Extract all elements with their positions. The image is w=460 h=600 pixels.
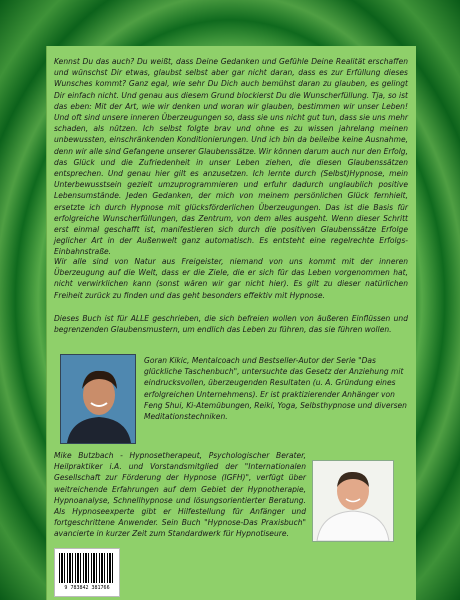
barcode-bars (59, 553, 115, 583)
freedom-paragraph: Wir alle sind von Natur aus Freigeister, niemand von uns kommt mit der inneren Überzeugung auf die Welt, dass er die Ziele, die er sich für das Leben vorgenommen hat, nicht verwirklichen kann (sonst wären wir gar nicht hier). Es gilt zu dieser natürlichen Freiheit zurück zu finden und das geht besonders effektiv mit Hypnose. (54, 257, 408, 300)
goran-kikic-bio: Goran Kikic, Mentalcoach und Bestseller-Autor der Serie "Das glückliche Taschenbuch", untersuchte das Gesetz der Anziehung mit eindrucksvollen, überzeugenden Resultaten (u. A. Gründung eines erfolgreichen Unternehmens). Er ist praktizierender Anhänger von Feng Shui, Ki-Atemübungen, Reiki, Yoga, Selbsthypnose und diversen Meditationstechniken. (144, 356, 407, 422)
goran-kikic-photo (60, 354, 136, 444)
intro-paragraph: Kennst Du das auch? Du weißt, dass Deine Gedanken und Gefühle Deine Realität erschaffen und wünschst Dir etwas, glaubst selbst aber gar nicht daran, dass es zur Erfüllung dieses Wunsches kommt? Ganz egal, wie sehr Du Dich auch bemühst daran zu glauben, es gelingt Dir einfach nicht. Und genau aus diesem Grund blockierst Du die Wunscherfüllung. Tja, so ist das eben: Mit der Art, wie wir denken und woran wir glauben, bestimmen wir unser Leben! Und oft sind unsere inneren Überzeugungen so, dass sie uns nicht gut tun, dass sie uns mehr schaden, als nützen. Ich selbst folgte brav und ohne es zu wissen jahrelang meinen unbewussten, einschränkenden Konditionierungen. Und ich bin da beileibe keine Ausnahme, denn wir alle sind Gefangene unserer Glaubenssätze. Wir können darum auch nur den Erfolg, das Glück und die Zufriedenheit in unser Leben ziehen, die diesen Glaubenssätzen entsprechen. Und genau hier gilt es anzusetzen. Ich lernte durch (Selbst)Hypnose, mein Unterbewusstsein gezielt umzuprogrammieren und erfuhr dadurch unglaublich positive Lebensumstände. Jeden Gedanken, der mich von meinem persönlichen Glück fernhielt, ersetzte ich durch Hypnose mit glücksförderlichen Überzeugungen. Das ist die Basis für erfolgreiche Wunscherfüllungen, das Zentrum, von dem alles ausgeht. Wenn dieser Schritt erst einmal geschafft ist, manifestieren sich durch die positiven Glaubenssätze Erfolge jeglicher Art in der Außenwelt ganz automatisch. Es entsteht eine regelrechte Erfolgs-Einbahnstraße. (54, 57, 409, 257)
audience-paragraph: Dieses Buch ist für ALLE geschrieben, die sich befreien wollen von äußeren Einflüssen und begrenzenden Glaubensmustern, um endlich das Leben zu führen, das sie führen wollen. (54, 314, 408, 335)
mike-butzbach-bio: Mike Butzbach - Hypnosetherapeut, Psychologischer Berater, Heilpraktiker i.A. und Vorstandsmitglied der "Internationalen Gesellschaft zur Förderung der Hypnose (IGFH)", verfügt über weitreichende Erfahrungen auf dem Gebiet der Hypnotherapie, Hypnoanalyse, Schnellhypnose und lösungsorientierter Beratung. Als Hypnoseexperte gibt er Hilfestellung für Anfänger und fortgeschrittene Anwender. Sein Buch "Hypnose-Das Praxisbuch" avancierte in kurzer Zeit zum Standardwerk für Hypnotiseure. (54, 451, 306, 539)
barcode-number: 9 783842 381766 (64, 585, 110, 591)
mike-butzbach-photo (312, 460, 394, 542)
isbn-barcode (54, 548, 120, 597)
